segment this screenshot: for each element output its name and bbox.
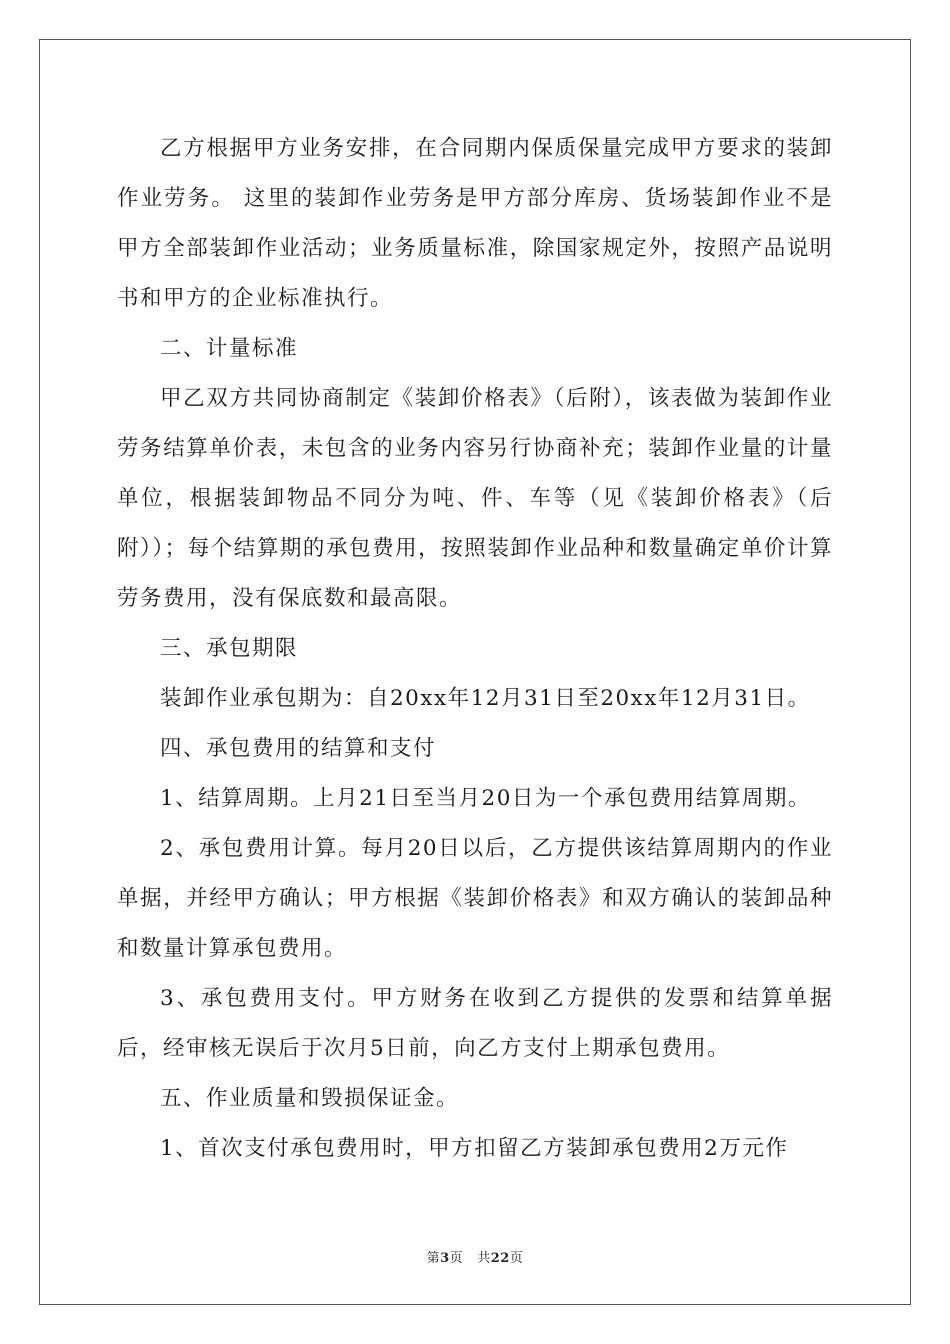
heading-settlement-payment: 四、承包费用的结算和支付 — [160, 736, 437, 761]
paragraph-settlement-cycle: 1、结算周期。上月21日至当月20日为一个承包费用结算周期。 — [160, 786, 811, 811]
paragraph-contract-term: 装卸作业承包期为：自20xx年12月31日至20xx年12月31日。 — [160, 686, 811, 711]
page-footer — [0, 1247, 950, 1266]
paragraph-deposit: 1、首次支付承包费用时，甲方扣留乙方装卸承包费用2万元作 — [160, 1136, 789, 1161]
page-number: 3 — [440, 1251, 450, 1266]
document-body — [117, 124, 833, 1174]
paragraph-scope: 乙方根据甲方业务安排，在合同期内保质保量完成甲方要求的装卸作业劳务。 这里的装卸作业劳务是甲方部分库房、货场装卸作业不是甲方全部装卸作业活动；业务质量标准，除国家规定外，按照产品说明书和甲方的企业标准执行。 — [117, 136, 833, 311]
page-suffix: 页 — [449, 1251, 464, 1266]
paragraph-fee-payment: 3、承包费用支付。甲方财务在收到乙方提供的发票和结算单据后，经审核无误后于次月5日前，向乙方支付上期承包费用。 — [117, 986, 833, 1061]
total-prefix: 共 — [477, 1251, 491, 1266]
page-total: 22 — [490, 1251, 510, 1266]
heading-measurement-standard: 二、计量标准 — [160, 336, 299, 361]
paragraph-fee-calculation: 2、承包费用计算。每月20日以后，乙方提供该结算周期内的作业单据，并经甲方确认；甲方根据《装卸价格表》和双方确认的装卸品种和数量计算承包费用。 — [117, 836, 833, 961]
heading-contract-term: 三、承包期限 — [160, 636, 299, 661]
page-prefix: 第 — [426, 1251, 441, 1266]
heading-quality-deposit: 五、作业质量和毁损保证金。 — [160, 1086, 460, 1111]
paragraph-price-table: 甲乙双方共同协商制定《装卸价格表》（后附），该表做为装卸作业劳务结算单价表，未包含的业务内容另行协商补充；装卸作业量的计量单位，根据装卸物品不同分为吨、件、车等（见《装卸价格表》（后附））；每个结算期的承包费用，按照装卸作业品种和数量确定单价计算劳务费用，没有保底数和最高限。 — [117, 386, 833, 611]
total-suffix: 页 — [509, 1251, 524, 1266]
